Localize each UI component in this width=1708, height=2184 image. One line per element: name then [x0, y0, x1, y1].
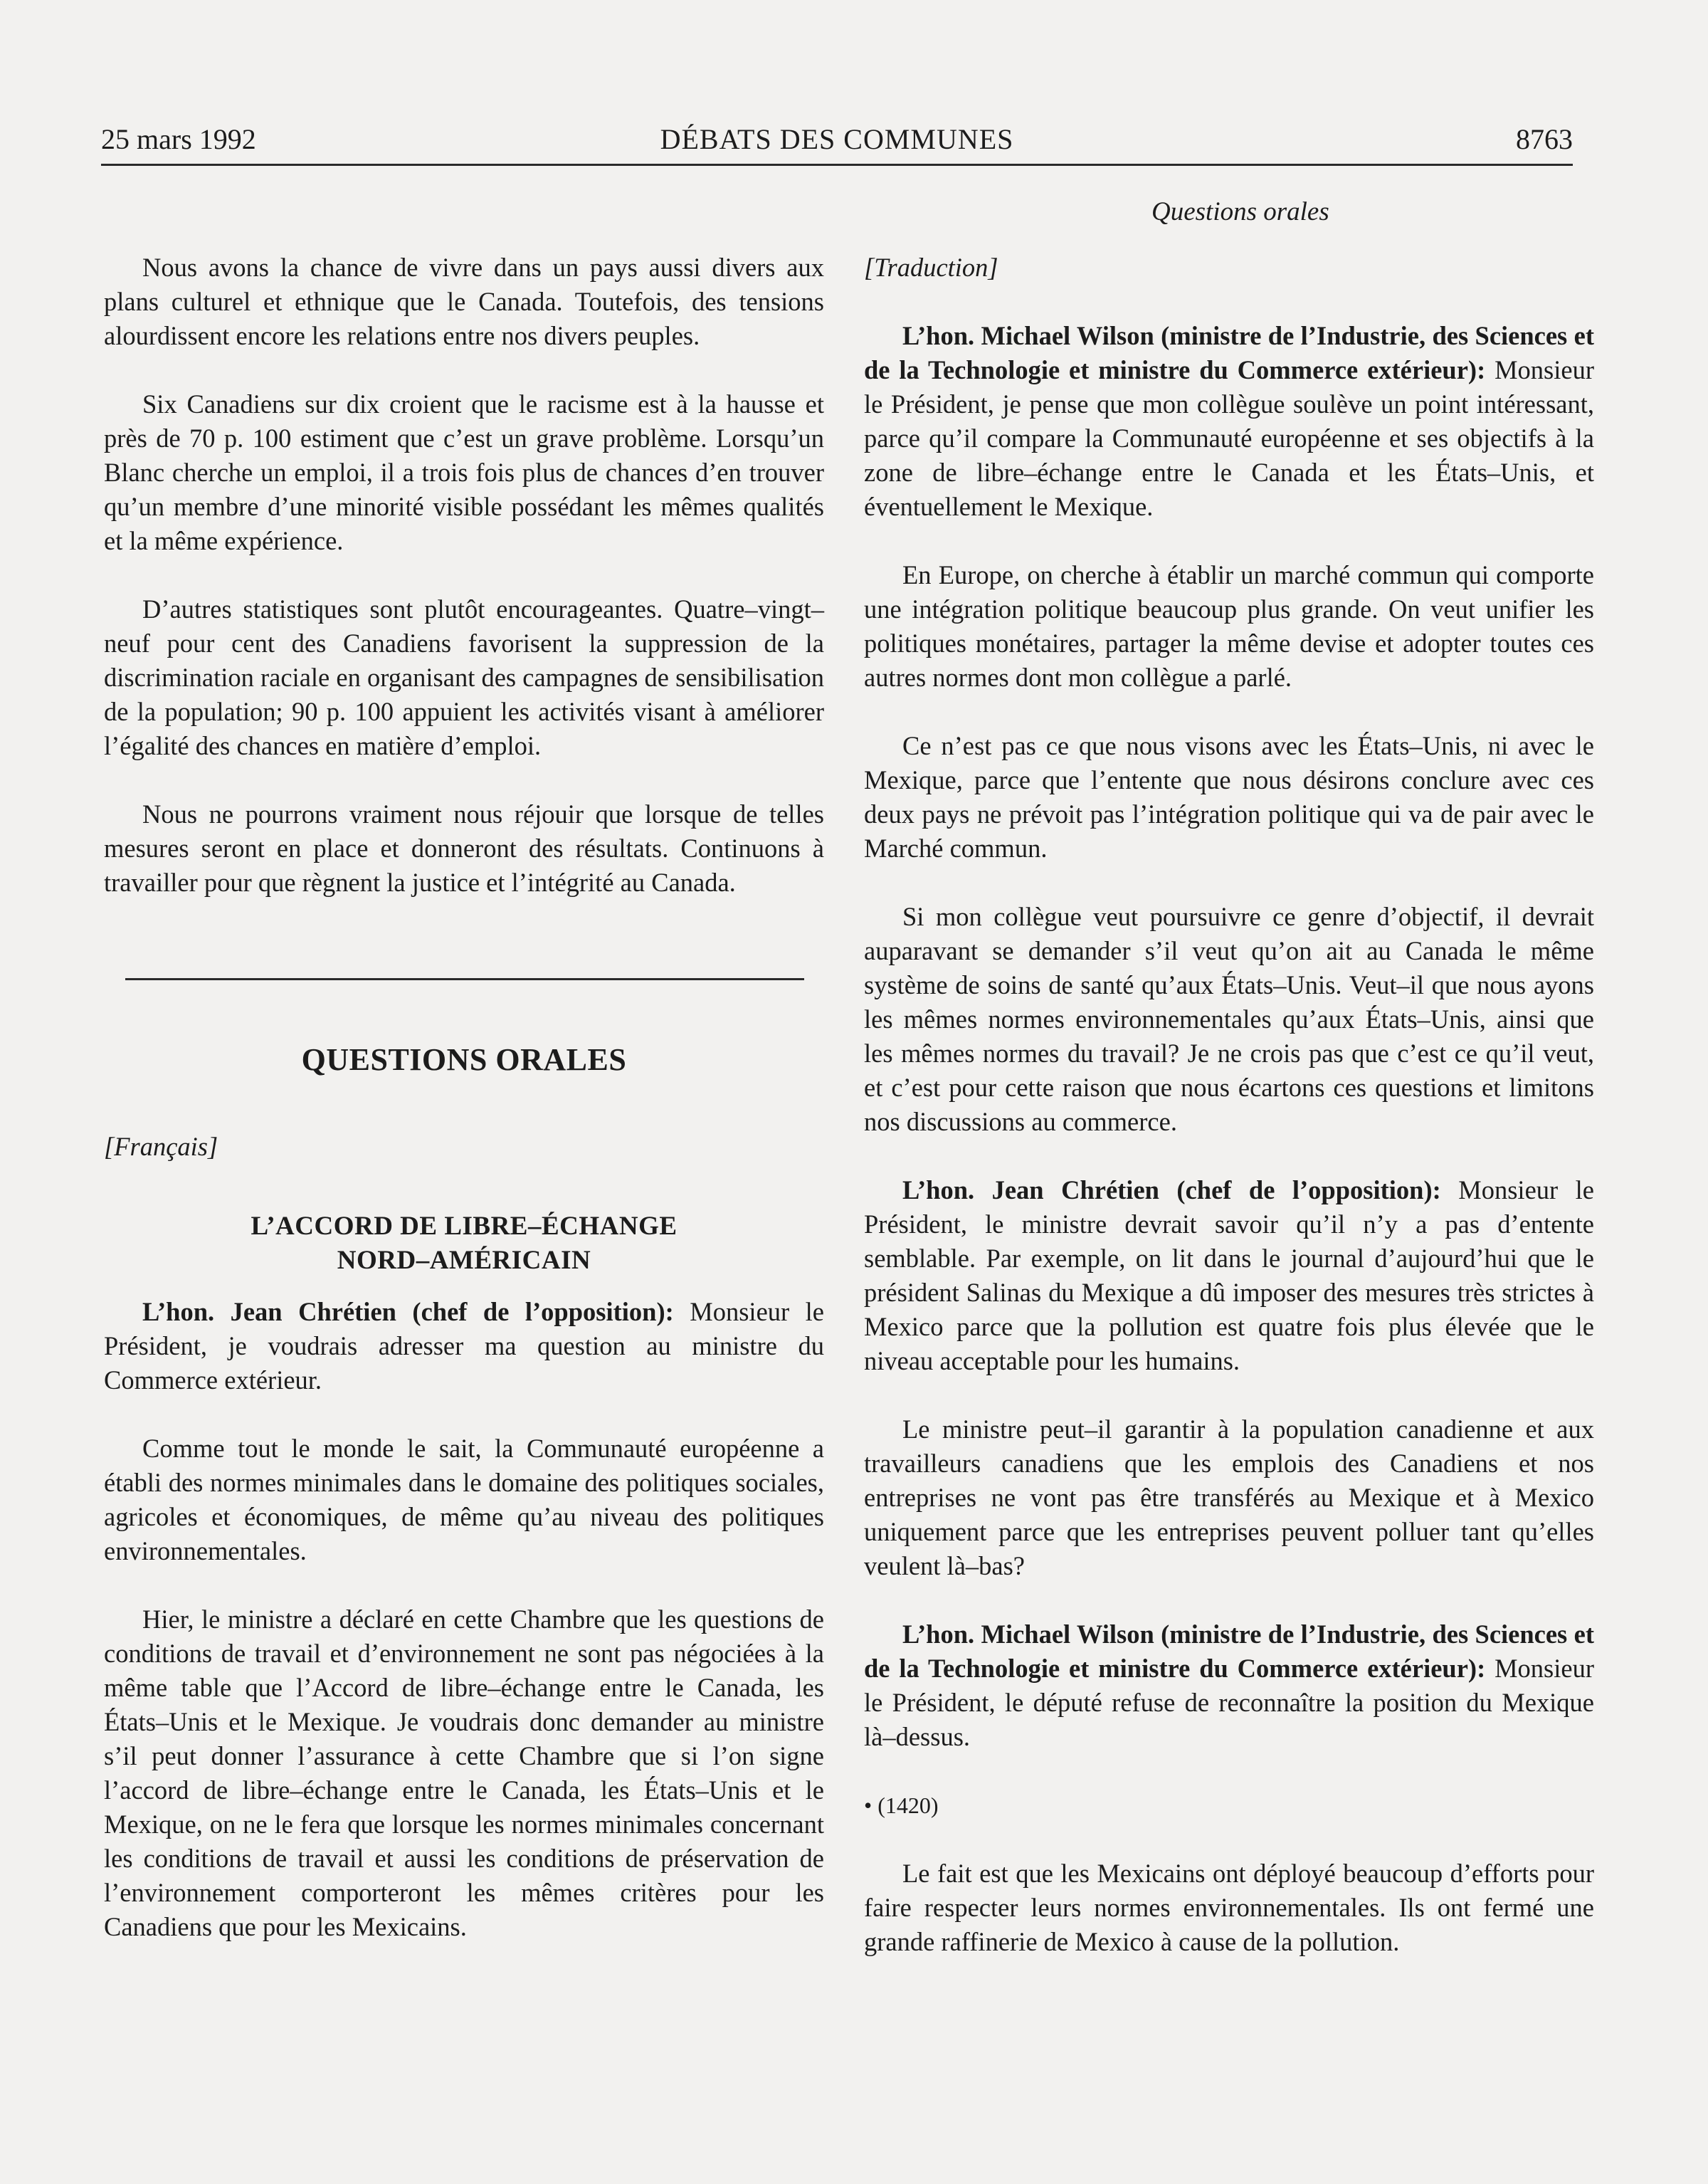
page-header — [101, 122, 1573, 166]
speaker-name: L’hon. Jean Chrétien (chef de l’opposition): — [142, 1297, 674, 1326]
paragraph: Le ministre peut–il garantir à la population canadienne et aux travailleurs canadiens que les emplois des Canadiens et nos entreprises ne vont pas être transférés au Mexique et à Mexico uniquement parce que les entreprises peuvent polluer tant qu’elles veulent là–bas? — [864, 1414, 1594, 1580]
speech — [864, 319, 1594, 524]
time-stamp: • (1420) — [864, 1792, 939, 1818]
speech — [864, 1173, 1594, 1378]
speaker-name: L’hon. Michael Wilson (ministre de l’Industrie, des Sciences et de la Technologie et ministre du Commerce extérieur): — [864, 1619, 1594, 1683]
language-tag: [Français] — [104, 1132, 218, 1161]
paragraph: Six Canadiens sur dix croient que le racisme est à la hausse et près de 70 p. 100 estiment que c’est un grave problème. Lorsqu’un Blanc cherche un emploi, il a trois fois plus de chances d’en trouver qu’un membre d’une minorité visible possédant les mêmes qualités et la même expérience. — [104, 389, 824, 555]
header-date: 25 mars 1992 — [101, 123, 256, 155]
paragraph: D’autres statistiques sont plutôt encourageantes. Quatre–vingt–neuf pour cent des Canadiens favorisent la suppression de la discrimination raciale en organisant des campagnes de sensibilisation de la population; 90 p. 100 appuient les activités visant à améliorer l’égalité des chances en matière d’emploi. — [104, 594, 824, 760]
paragraph: Nous ne pourrons vraiment nous réjouir que lorsque de telles mesures seront en place et donneront des résultats. Continuons à travailler pour que règnent la justice et l’intégrité au Canada. — [104, 799, 824, 897]
speech-text: Monsieur le Président, je voudrais adresser ma question au ministre du Commerce extérieur. — [104, 1297, 825, 1395]
paragraph: Le fait est que les Mexicains ont déployé beaucoup d’efforts pour faire respecter leurs normes environnementales. Ils ont fermé une grande raffinerie de Mexico à cause de la pollution. — [864, 1859, 1594, 1956]
paragraph: Si mon collègue veut poursuivre ce genre d’objectif, il devrait auparavant se demander s’il veut qu’on ait au Canada le même système de soins de santé qu’aux États–Unis. Veut–il que nous ayons les mêmes normes environnementales qu’aux États–Unis, ainsi que les mêmes normes du travail? Je ne crois pas que c’est ce qu’il veut, et c’est pour cette raison que nous écartons ces questions et limitons nos discussions au commerce. — [864, 902, 1594, 1136]
language-tag: [Traduction] — [864, 253, 998, 282]
section-title: QUESTIONS ORALES — [301, 1042, 627, 1077]
right-column — [864, 251, 1594, 1959]
header-title: DÉBATS DES COMMUNES — [660, 123, 1014, 155]
left-column — [104, 251, 824, 1944]
speaker-name: L’hon. Michael Wilson (ministre de l’Industrie, des Sciences et de la Technologie et ministre du Commerce extérieur): — [864, 321, 1594, 384]
running-head: Questions orales — [1151, 197, 1329, 226]
speech — [864, 1617, 1594, 1754]
speech-text: Monsieur le Président, je pense que mon collègue soulève un point intéressant, parce qu’il compare la Communauté européenne et ses objectifs à la zone de libre–échange entre le Canada et les États–Unis, et éventuellement le Mexique. — [864, 355, 1594, 521]
subheading-line-2: NORD–AMÉRICAIN — [337, 1246, 591, 1275]
speech-text: Monsieur le Président, le député refuse de reconnaître la position du Mexique là–dessus. — [864, 1654, 1594, 1751]
page-number: 8763 — [1516, 123, 1573, 155]
speech — [104, 1295, 824, 1397]
speaker-name: L’hon. Jean Chrétien (chef de l’opposition): — [902, 1175, 1441, 1204]
paragraph: Ce n’est pas ce que nous visons avec les États–Unis, ni avec le Mexique, parce que l’entente que nous désirons conclure avec ces deux pays ne prévoit pas l’intégration politique qui va de pair avec le Marché commun. — [864, 731, 1594, 863]
paragraph: Nous avons la chance de vivre dans un pays aussi divers aux plans culturel et ethnique que le Canada. Toutefois, des tensions alourdissent encore les relations entre nos divers peuples. — [104, 253, 824, 350]
subheading-line-1: L’ACCORD DE LIBRE–ÉCHANGE — [251, 1212, 678, 1241]
paragraph: Hier, le ministre a déclaré en cette Chambre que les questions de conditions de travail et d’environnement ne sont pas négociées à la même table que l’Accord de libre–échange entre le Canada, les États–Unis et le Mexique. Je voudrais donc demander au ministre s’il peut donner l’assurance à cette Chambre que si l’on signe l’accord de libre–échange entre le Canada, les États–Unis et le Mexique, on ne le fera que lorsque les normes minimales concernant les conditions de travail et aussi les conditions de préservation de l’environnement comporteront les mêmes critères pour les Canadiens que pour les Mexicains. — [104, 1605, 824, 1941]
paragraph: En Europe, on cherche à établir un marché commun qui comporte une intégration politique beaucoup plus grande. On veut unifier les politiques monétaires, partager la même devise et adopter toutes ces autres normes dont mon collègue a parlé. — [864, 560, 1594, 692]
paragraph: Comme tout le monde le sait, la Communauté européenne a établi des normes minimales dans le domaine des politiques sociales, agricoles et économiques, de même qu’au niveau des politiques environnementales. — [104, 1434, 824, 1565]
speech-text: Monsieur le Président, le ministre devrait savoir qu’il n’y a pas d’entente semblable. Par exemple, on lit dans le journal d’aujourd’hui que le président Salinas du Mexique a dû imposer des mesures très strictes à Mexico parce que la pollution est quatre fois plus élevée que le niveau acceptable pour les humains. — [864, 1175, 1595, 1375]
